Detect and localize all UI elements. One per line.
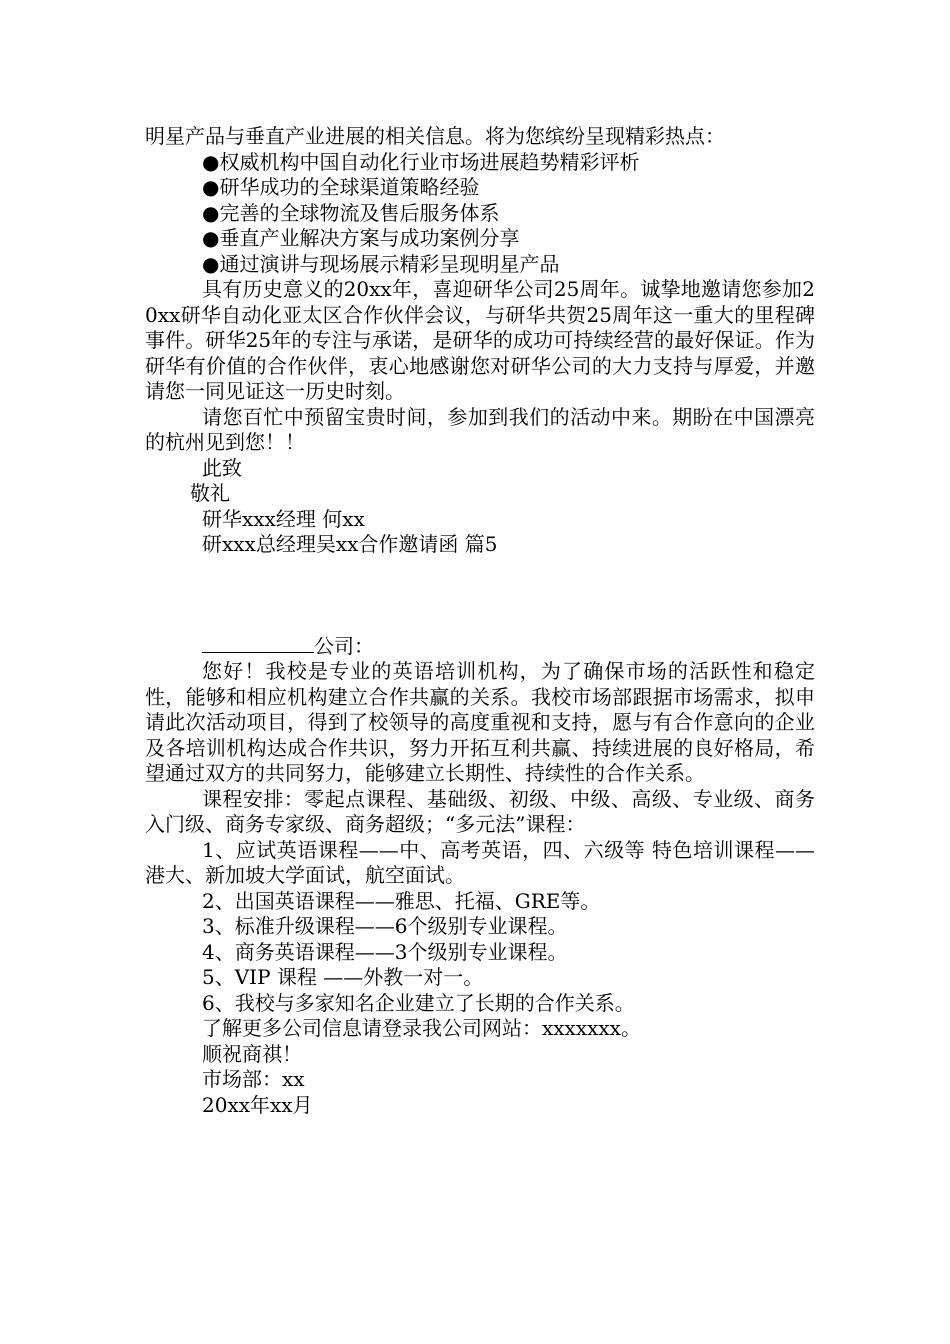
anniversary-paragraph: 具有历史意义的20xx年，喜迎研华公司25周年。诚挚地邀请您参加20xx研华自动化亚太区合作伙伴会议，与研华共贺25周年这一重大的里程碑事件。研华25年的专注与承诺，是研华的成功可持续经营的最好保证。作为研华有价值的合作伙伴，衷心地感谢您对研华公司的大力支持与厚爱，并邀请您一同见证这一历史时刻。 [145, 277, 815, 403]
course-item: 2、出国英语课程——雅思、托福、GRE等。 [202, 888, 601, 913]
section-gap [145, 558, 815, 634]
course-item: 6、我校与多家知名企业建立了长期的合作关系。 [202, 990, 635, 1015]
salutation-text: 公司： [314, 633, 374, 658]
company-blank [202, 634, 314, 653]
closing-cizhi: 此致 [202, 455, 242, 480]
bullet-item: ●完善的全球物流及售后服务体系 [202, 200, 500, 225]
date-line: 20xx年xx月 [202, 1092, 313, 1117]
closing-jingli: 敬礼 [190, 481, 230, 505]
school-intro-paragraph: 您好！我校是专业的英语培训机构，为了确保市场的活跃性和稳定性，能够和相应机构建立合作共赢的关系。我校市场部跟据市场需求，拟申请此次活动项目，得到了校领导的高度重视和支持，愿与有合作意向的企业及各培训机构达成合作共识，努力开拓互利共赢、持续进展的良好格局，希望通过双方的共同努力，能够建立长期性、持续性的合作关系。 [145, 659, 815, 785]
bullet-item: ●通过演讲与现场展示精彩呈现明星产品 [202, 251, 560, 276]
salutation [145, 634, 815, 660]
bullet-item: ●研华成功的全球渠道策略经验 [202, 175, 480, 199]
wish-line: 顺祝商祺！ [202, 1041, 302, 1066]
course-item: 3、标准升级课程——6个级别专业课程。 [202, 914, 568, 938]
bullet-item: ●垂直产业解决方案与成功案例分享 [202, 226, 520, 250]
next-letter-title: 研xxx总经理吴xx合作邀请函 篇5 [202, 532, 498, 556]
course-item: 5、VIP 课程 ——外教一对一。 [202, 965, 484, 989]
document-page [145, 124, 815, 1118]
invitation-paragraph: 请您百忙中预留宝贵时间，参加到我们的活动中来。期盼在中国漂亮的杭州见到您！！ [145, 404, 815, 454]
course-arrangement: 课程安排：零起点课程、基础级、初级、中级、高级、专业级、商务入门级、商务专家级、商务超级；“多元法”课程： [145, 786, 815, 836]
department-line: 市场部：xx [202, 1067, 305, 1091]
course-item: 1、应试英语课程——中、高考英语，四、六级等 特色培训课程——港大、新加坡大学面试，航空面试。 [145, 837, 815, 887]
course-item: 4、商务英语课程——3个级别专业课程。 [202, 939, 568, 964]
signature: 研华xxx经理 何xx [202, 506, 365, 531]
intro-tail: 明星产品与垂直产业进展的相关信息。将为您缤纷呈现精彩热点： [145, 124, 725, 148]
website-line: 了解更多公司信息请登录我公司网站：xxxxxxx。 [202, 1016, 641, 1040]
bullet-item: ●权威机构中国自动化行业市场进展趋势精彩评析 [202, 149, 640, 174]
